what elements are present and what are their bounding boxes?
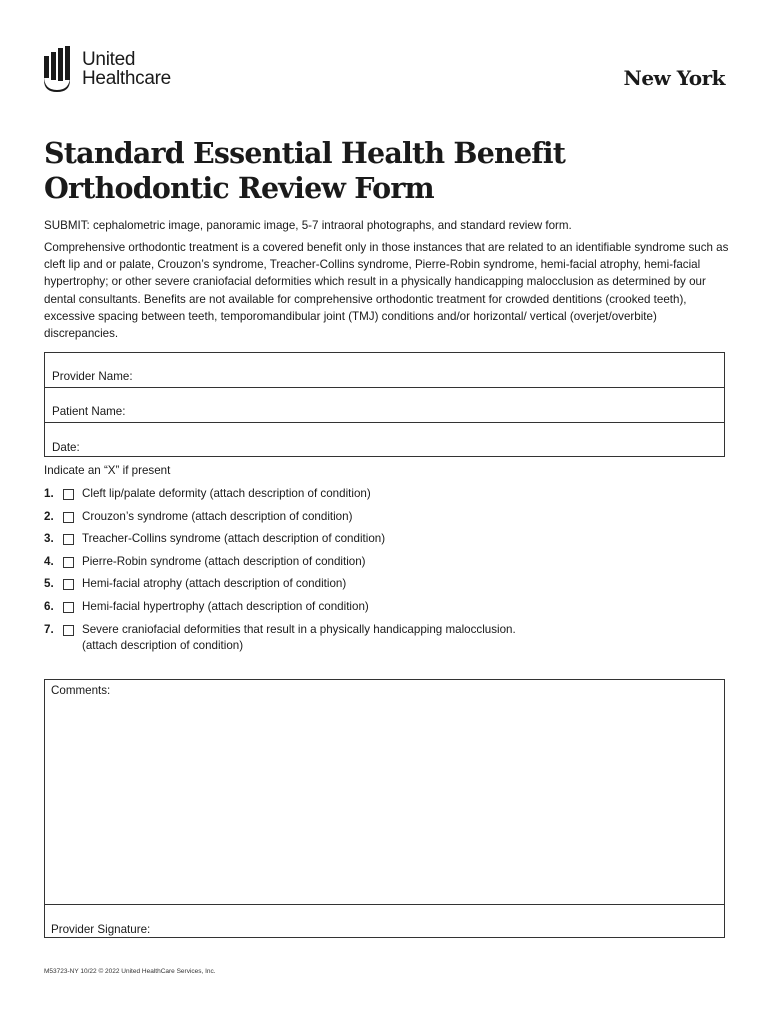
provider-info-box (44, 352, 725, 457)
checkbox-icon[interactable] (63, 602, 74, 613)
conditions-list (44, 486, 734, 656)
checkbox-icon[interactable] (63, 489, 74, 500)
condition-label: Hemi-facial hypertrophy (attach description of condition) (82, 599, 369, 613)
condition-label: Severe craniofacial deformities that result in a physically handicapping malocclusion. (attach description of condition) (82, 622, 516, 652)
condition-item-2 (44, 509, 734, 532)
title-line-2: Orthodontic Review Form (44, 171, 434, 205)
condition-item-4 (44, 554, 734, 577)
comments-field[interactable] (45, 680, 724, 905)
footer-text: M53723-NY 10/22 © 2022 United HealthCare Services, Inc. (44, 968, 216, 975)
patient-name-label: Patient Name: (52, 405, 126, 418)
comments-box (44, 679, 725, 938)
condition-label: Treacher-Collins syndrome (attach description of condition) (82, 532, 386, 546)
date-field[interactable] (45, 423, 724, 458)
page-title (44, 136, 565, 206)
condition-label: Hemi-facial atrophy (attach description of condition) (82, 577, 347, 591)
condition-item-3 (44, 531, 734, 554)
provider-signature-field[interactable] (45, 905, 724, 939)
checkbox-icon[interactable] (63, 512, 74, 523)
condition-item-7 (44, 622, 734, 656)
comments-label: Comments: (51, 684, 111, 697)
unitedhealthcare-u-logo-icon (44, 46, 74, 92)
brand-logo (44, 46, 171, 92)
brand-wordmark (82, 50, 171, 88)
brand-line-2: Healthcare (82, 68, 171, 89)
condition-item-5 (44, 576, 734, 599)
checkbox-icon[interactable] (63, 557, 74, 568)
condition-number: 4. (44, 554, 54, 568)
checkbox-icon[interactable] (63, 534, 74, 545)
condition-number: 5. (44, 577, 54, 591)
condition-label: Pierre-Robin syndrome (attach description of condition) (82, 554, 366, 568)
condition-item-1 (44, 486, 734, 509)
intro-paragraph: Comprehensive orthodontic treatment is a covered benefit only in those instances that are related to an identifiable syndrome such as cleft lip and or palate, Crouzon’s syndrome, Treacher-Collins syndrome, Pierre-Robin syndrome, hemi-facial atrophy, hemi-facial hypertrophy; or other severe craniofacial deformities which result in a physically handicapping malocclusion as determined by our dental consultants. Benefits are not available for comprehensive orthodontic treatment for crowded dentitions (crooked teeth), excessive spacing between teeth, temporomandibular joint (TMJ) conditions and/or horizontal/ vertical (overjet/overbite) discrepancies. (44, 241, 729, 341)
checkbox-icon[interactable] (63, 625, 74, 636)
date-label: Date: (52, 441, 80, 454)
patient-name-field[interactable] (45, 388, 724, 423)
provider-name-label: Provider Name: (52, 370, 133, 383)
condition-number: 6. (44, 599, 54, 613)
condition-number: 1. (44, 487, 54, 500)
brand-line-1: United (82, 49, 136, 70)
provider-name-field[interactable] (45, 353, 724, 388)
condition-item-6 (44, 599, 734, 622)
title-line-1: Standard Essential Health Benefit (44, 136, 566, 170)
condition-number: 3. (44, 532, 54, 546)
provider-signature-label: Provider Signature: (51, 923, 151, 936)
state-label: New York (623, 66, 725, 90)
condition-number: 7. (44, 622, 54, 636)
indicate-instructions: Indicate an “X” if present (44, 464, 171, 477)
condition-label: Crouzon’s syndrome (attach description of condition) (82, 509, 353, 523)
condition-number: 2. (44, 509, 54, 523)
submit-instructions: SUBMIT: cephalometric image, panoramic image, 5-7 intraoral photographs, and standard review form. (44, 219, 572, 232)
condition-label: Cleft lip/palate deformity (attach description of condition) (82, 487, 371, 500)
checkbox-icon[interactable] (63, 579, 74, 590)
